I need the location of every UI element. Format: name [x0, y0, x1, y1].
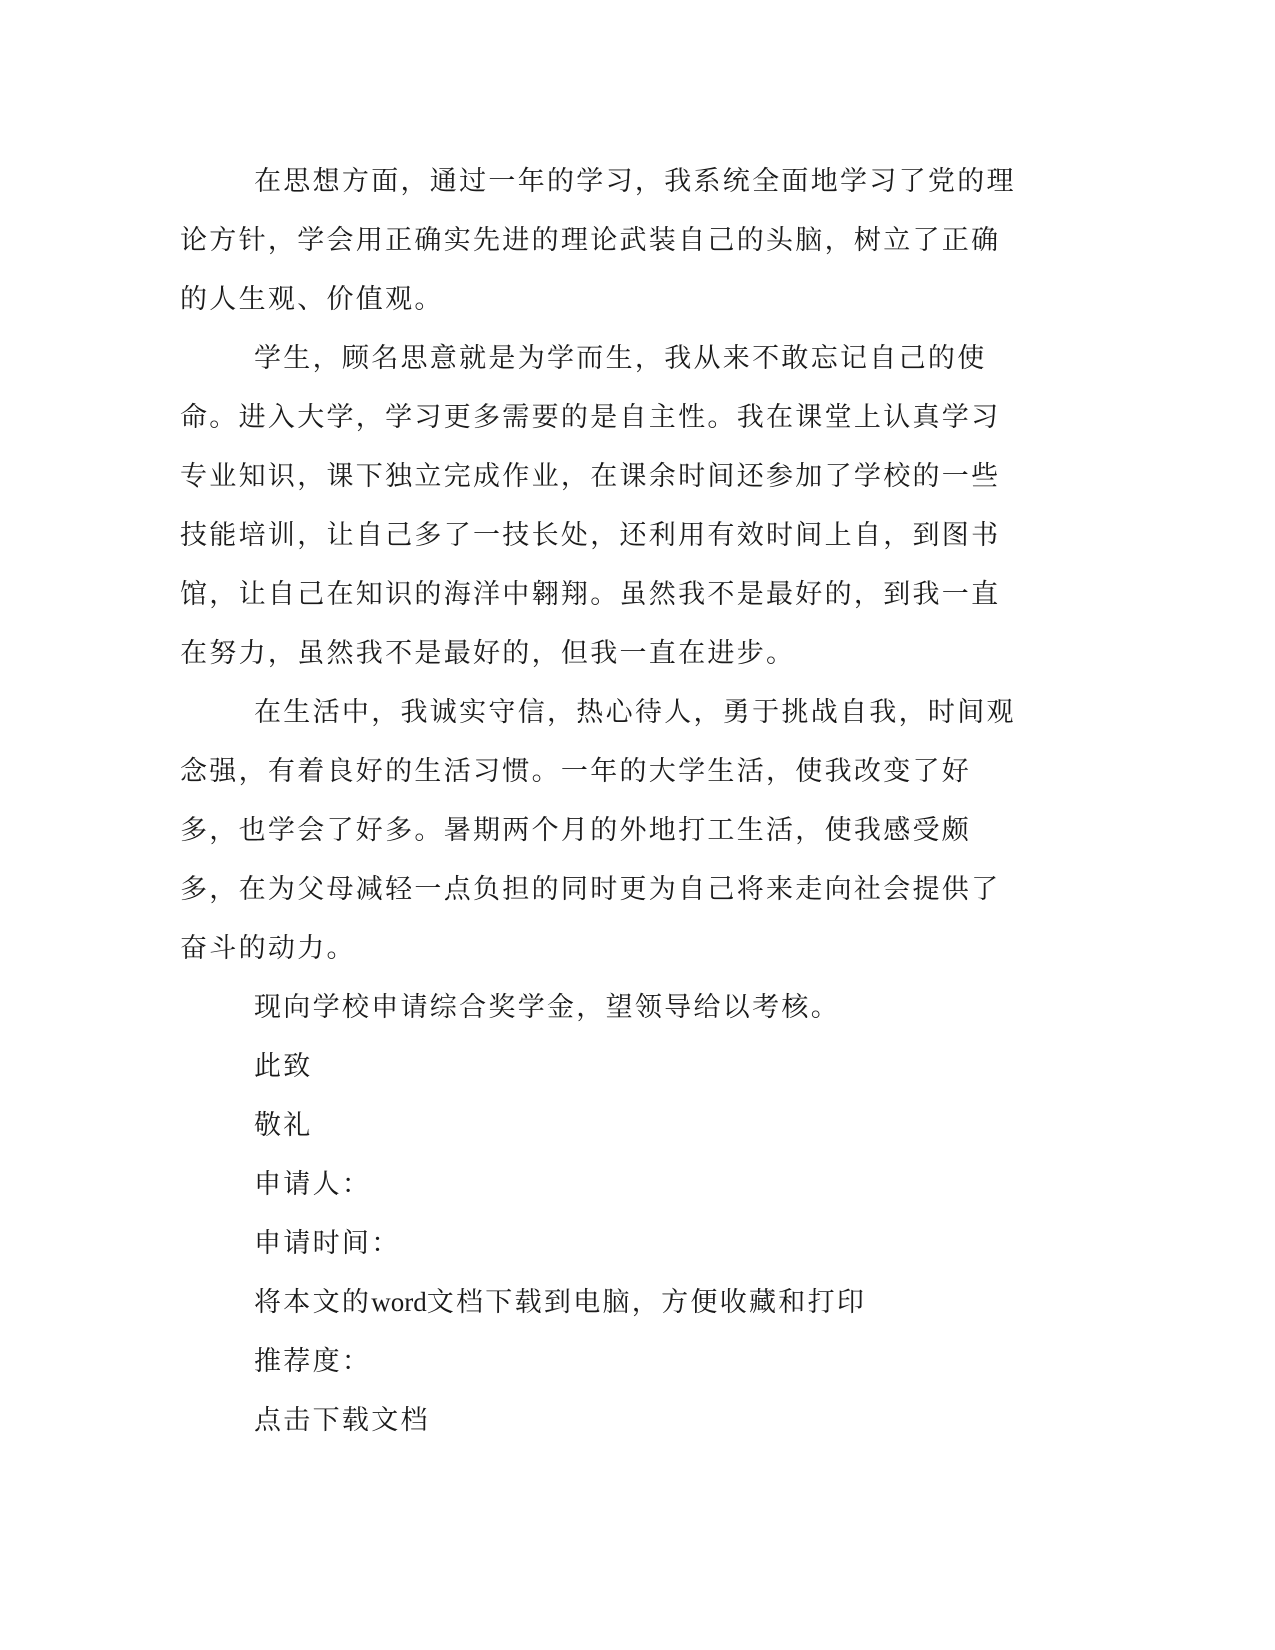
- paragraph-life: 在生活中，我诚实守信，热心待人，勇于挑战自我，时间观念强，有着良好的生活习惯。一年的大学生活，使我改变了好多，也学会了好多。暑期两个月的外地打工生活，使我感受颇多，在为父母减轻一点负担的同时更为自己将来走向社会提供了奋斗的动力。: [180, 697, 1016, 964]
- recommend-label: 推荐度：: [254, 1346, 372, 1377]
- applicant-label: 申请人：: [254, 1169, 372, 1200]
- paragraph-thought: 在思想方面，通过一年的学习，我系统全面地学习了党的理论方针，学会用正确实先进的理论武装自己的头脑，树立了正确的人生观、价值观。: [180, 166, 1016, 315]
- download-note-word: word: [371, 1287, 427, 1317]
- closing-salutation: 此致: [254, 1051, 313, 1082]
- download-note-suffix: 文档下载到电脑，方便收藏和打印: [426, 1287, 867, 1318]
- download-note-prefix: 将本文的: [254, 1287, 372, 1318]
- paragraph-study: 学生，顾名思意就是为学而生，我从来不敢忘记自己的使命。进入大学，学习更多需要的是自主性。我在课堂上认真学习专业知识，课下独立完成作业，在课余时间还参加了学校的一些技能培训，让自己多了一技长处，还利用有效时间上自，到图书馆，让自己在知识的海洋中翱翔。虽然我不是最好的，到我一直在努力，虽然我不是最好的，但我一直在进步。: [180, 343, 1001, 669]
- closing-regards: 敬礼: [254, 1110, 313, 1141]
- application-date-label: 申请时间：: [254, 1228, 401, 1259]
- request-line: 现向学校申请综合奖学金，望领导给以考核。: [254, 992, 840, 1023]
- document-body: [180, 152, 1028, 1450]
- download-note: [180, 1273, 1028, 1332]
- download-link[interactable]: 点击下载文档: [254, 1405, 430, 1436]
